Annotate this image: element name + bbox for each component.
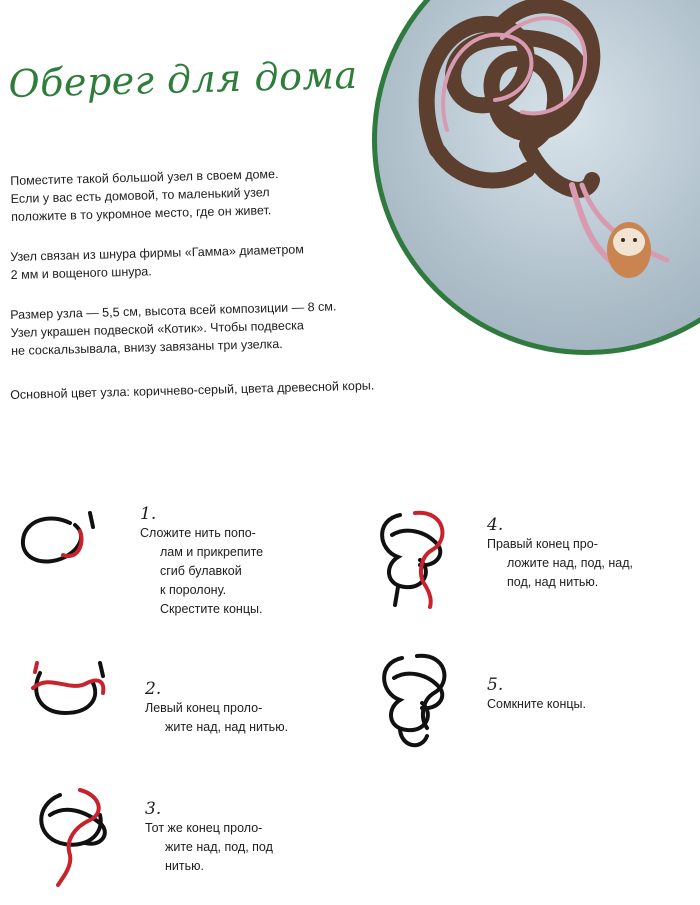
- step-3-number: 3.: [145, 799, 162, 819]
- step-line: жите над, над нитью.: [165, 720, 289, 734]
- step-2-number: 2.: [145, 679, 162, 699]
- step-line: лам и прикрепите: [160, 545, 264, 559]
- intro-paragraph-3: [10, 297, 338, 360]
- step-line: Тот же конец проло-: [145, 821, 263, 835]
- step-1-text: [140, 505, 263, 619]
- step-2-diagram: [25, 658, 115, 728]
- step-line: под, над нитью.: [507, 575, 599, 589]
- step-line: жите над, под, под: [165, 840, 273, 854]
- step-line: Сложите нить попо-: [140, 526, 256, 540]
- step-2-text: [145, 680, 288, 737]
- intro-line: Поместите такой большой узел в своем доме.: [10, 166, 279, 188]
- step-line: ложите над, под, над,: [507, 556, 634, 570]
- intro-line: Размер узла — 5,5 см, высота всей композиции — 8 см.: [10, 299, 337, 322]
- page-title: Оберег для дома: [8, 52, 359, 106]
- step-3-text: [145, 800, 273, 876]
- step-line: к поролону.: [160, 583, 227, 597]
- step-4-text: [487, 516, 633, 592]
- step-5-diagram: [372, 648, 462, 758]
- step-4-number: 4.: [487, 515, 504, 535]
- step-line: сгиб булавкой: [160, 564, 242, 578]
- intro-paragraph-1: [10, 165, 280, 226]
- step-1-diagram: [15, 505, 105, 585]
- step-5-number: 5.: [487, 675, 504, 695]
- step-line: нитью.: [165, 859, 204, 873]
- intro-line: Основной цвет узла: коричнево-серый, цвета древесной коры.: [10, 378, 375, 402]
- step-line: Сомкните концы.: [487, 697, 587, 711]
- step-3-diagram: [30, 785, 120, 895]
- step-5-text: [487, 676, 586, 714]
- intro-line: не соскальзывала, внизу завязаны три узелка.: [10, 336, 283, 358]
- intro-paragraph-4: [10, 376, 374, 404]
- step-line: Левый конец проло-: [145, 701, 263, 715]
- intro-line: 2 мм и вощеного шнура.: [10, 264, 152, 282]
- intro-paragraph-2: [10, 240, 305, 284]
- step-1-number: 1.: [140, 504, 157, 524]
- intro-line: Узел украшен подвеской «Котик». Чтобы подвеска: [10, 318, 304, 340]
- knot-photo: [372, 0, 700, 355]
- intro-line: Узел связан из шнура фирмы «Гамма» диаметром: [10, 242, 305, 264]
- intro-line: Если у вас есть домовой, то маленький узел: [10, 185, 270, 206]
- step-line: Правый конец про-: [487, 537, 598, 551]
- step-line: Скрестите концы.: [160, 602, 263, 616]
- step-4-diagram: [370, 505, 460, 615]
- intro-line: положите в то укромное место, где он живет.: [10, 203, 272, 224]
